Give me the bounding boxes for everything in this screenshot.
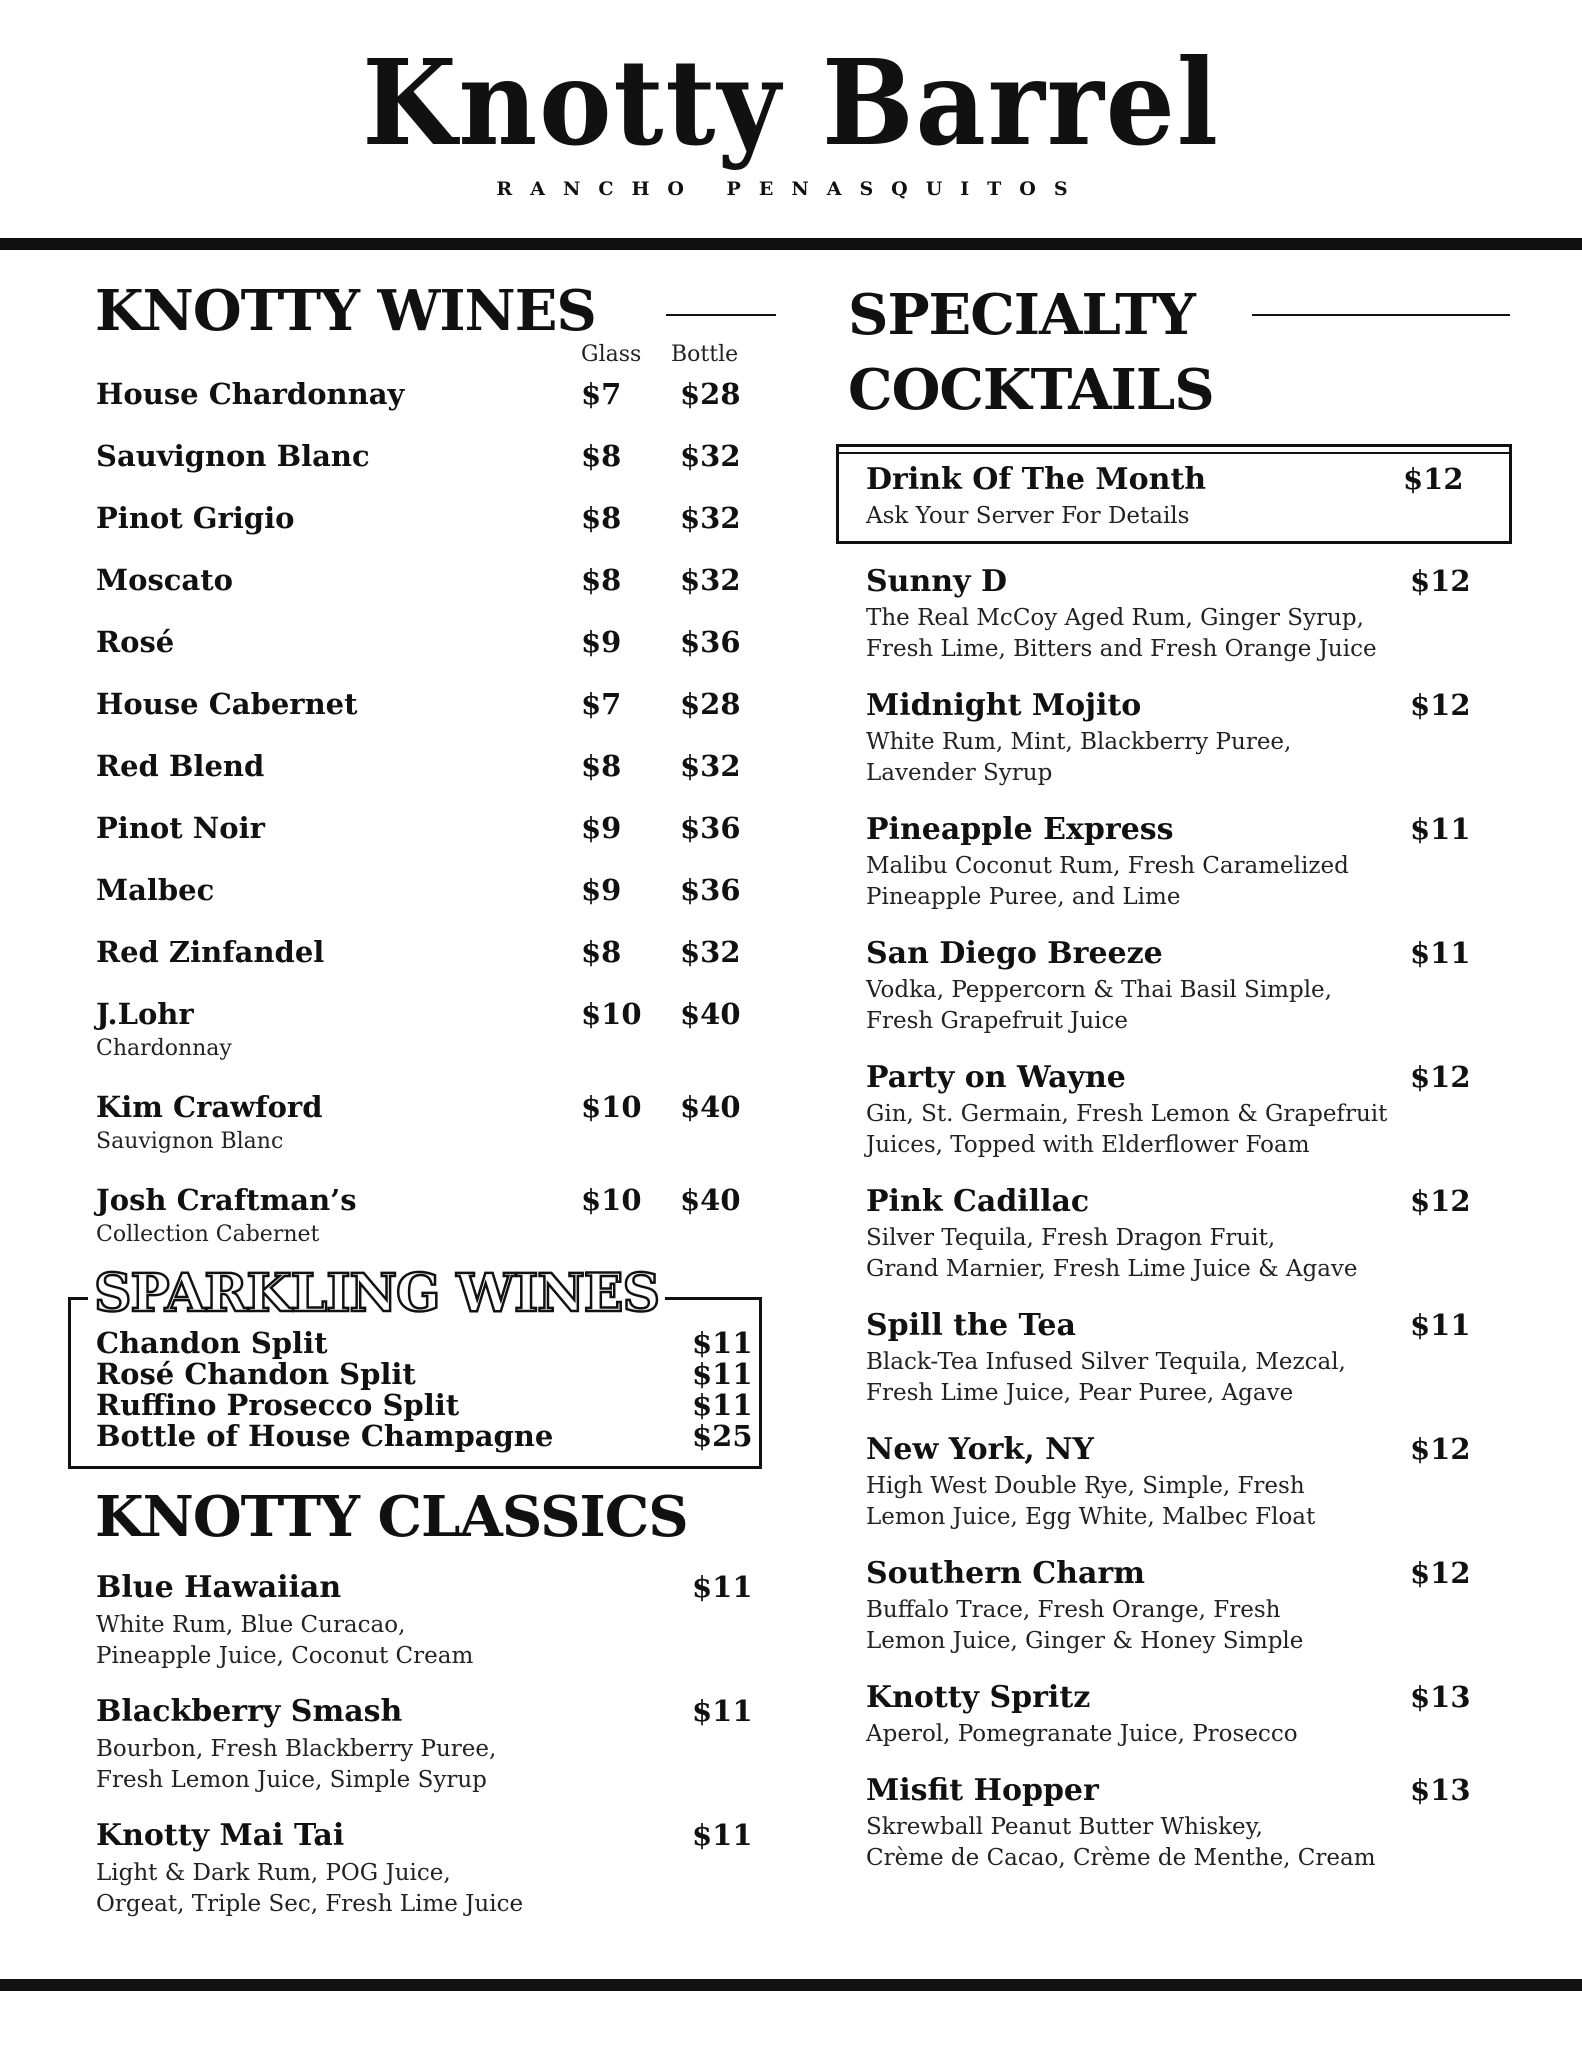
sparkling-wines-heading: SPARKLING WINES bbox=[88, 1262, 665, 1326]
sparkling-item-name: Bottle of House Champagne bbox=[96, 1419, 554, 1453]
cocktail-desc-line: Skrewball Peanut Butter Whiskey, bbox=[866, 1814, 1263, 1840]
wine-subtitle: Collection Cabernet bbox=[96, 1222, 320, 1247]
cocktail-price: $12 bbox=[1410, 688, 1471, 722]
classic-price: $11 bbox=[692, 1818, 753, 1852]
bottle-price: $32 bbox=[680, 749, 741, 783]
wine-name: House Chardonnay bbox=[96, 377, 405, 411]
cocktail-price: $11 bbox=[1410, 812, 1471, 846]
knotty-classics-heading: KNOTTY CLASSICS bbox=[95, 1484, 688, 1550]
cocktail-price: $12 bbox=[1410, 1184, 1471, 1218]
wine-name: Red Zinfandel bbox=[96, 935, 325, 969]
cocktail-desc-line: The Real McCoy Aged Rum, Ginger Syrup, bbox=[866, 605, 1364, 631]
classic-name: Blue Hawaiian bbox=[96, 1570, 342, 1605]
cocktail-price: $12 bbox=[1410, 1060, 1471, 1094]
wine-name: House Cabernet bbox=[96, 687, 358, 721]
classic-desc-line: White Rum, Blue Curacao, bbox=[96, 1612, 406, 1638]
cocktail-desc-line: High West Double Rye, Simple, Fresh bbox=[866, 1473, 1305, 1499]
cocktail-desc-line: Vodka, Peppercorn & Thai Basil Simple, bbox=[866, 977, 1332, 1003]
bottle-column-header: Bottle bbox=[671, 342, 739, 367]
drink-of-month-name: Drink Of The Month bbox=[866, 462, 1207, 497]
sparkling-item-price: $25 bbox=[692, 1419, 753, 1453]
wine-subtitle: Chardonnay bbox=[96, 1036, 232, 1061]
heading-rule bbox=[666, 314, 776, 316]
cocktail-desc-line: Fresh Grapefruit Juice bbox=[866, 1008, 1129, 1034]
bottle-price: $36 bbox=[680, 625, 741, 659]
cocktail-desc-line: Juices, Topped with Elderflower Foam bbox=[866, 1132, 1310, 1158]
bottle-price: $32 bbox=[680, 563, 741, 597]
glass-price: $10 bbox=[581, 1090, 642, 1124]
glass-price: $10 bbox=[581, 997, 642, 1031]
glass-price: $8 bbox=[581, 935, 622, 969]
classic-name: Knotty Mai Tai bbox=[96, 1818, 345, 1853]
glass-price: $8 bbox=[581, 563, 622, 597]
specialty-heading-line1: SPECIALTY bbox=[848, 282, 1195, 348]
cocktail-name: Sunny D bbox=[866, 564, 1007, 599]
drink-of-month-desc: Ask Your Server For Details bbox=[866, 503, 1190, 529]
bottle-price: $32 bbox=[680, 935, 741, 969]
cocktail-name: San Diego Breeze bbox=[866, 936, 1163, 971]
cocktail-desc-line: Fresh Lime Juice, Pear Puree, Agave bbox=[866, 1380, 1294, 1406]
cocktail-name: Pink Cadillac bbox=[866, 1184, 1090, 1219]
specialty-heading-line2: COCKTAILS bbox=[848, 357, 1214, 423]
cocktail-price: $12 bbox=[1410, 1432, 1471, 1466]
cocktail-price: $12 bbox=[1410, 1556, 1471, 1590]
wine-subtitle: Sauvignon Blanc bbox=[96, 1129, 284, 1154]
cocktail-desc-line: Lavender Syrup bbox=[866, 760, 1053, 786]
wine-name: Moscato bbox=[96, 563, 233, 597]
drink-of-month-price: $12 bbox=[1403, 462, 1464, 496]
cocktail-desc-line: White Rum, Mint, Blackberry Puree, bbox=[866, 729, 1292, 755]
cocktail-name: Southern Charm bbox=[866, 1556, 1145, 1591]
heading-rule bbox=[1252, 314, 1510, 316]
sparkling-item-price: $11 bbox=[692, 1388, 753, 1422]
cocktail-name: Midnight Mojito bbox=[866, 688, 1142, 723]
cocktail-desc-line: Pineapple Puree, and Lime bbox=[866, 884, 1181, 910]
cocktail-name: Spill the Tea bbox=[866, 1308, 1076, 1343]
cocktail-desc-line: Crème de Cacao, Crème de Menthe, Cream bbox=[866, 1845, 1376, 1871]
cocktail-price: $11 bbox=[1410, 1308, 1471, 1342]
sparkling-item-name: Rosé Chandon Split bbox=[96, 1357, 416, 1391]
wine-name: Pinot Noir bbox=[96, 811, 265, 845]
bottle-price: $36 bbox=[680, 873, 741, 907]
cocktail-desc-line: Lemon Juice, Ginger & Honey Simple bbox=[866, 1628, 1304, 1654]
cocktail-desc-line: Lemon Juice, Egg White, Malbec Float bbox=[866, 1504, 1316, 1530]
wine-name: Malbec bbox=[96, 873, 215, 907]
cocktail-name: Party on Wayne bbox=[866, 1060, 1126, 1095]
glass-price: $7 bbox=[581, 687, 622, 721]
wine-name: Rosé bbox=[96, 625, 175, 659]
cocktail-price: $12 bbox=[1410, 564, 1471, 598]
glass-price: $9 bbox=[581, 873, 622, 907]
sparkling-item-price: $11 bbox=[692, 1326, 753, 1360]
classic-price: $11 bbox=[692, 1694, 753, 1728]
drink-of-month-inner-rule bbox=[836, 452, 1512, 454]
cocktail-desc-line: Black-Tea Infused Silver Tequila, Mezcal, bbox=[866, 1349, 1346, 1375]
cocktail-desc-line: Fresh Lime, Bitters and Fresh Orange Juice bbox=[866, 636, 1377, 662]
cocktail-name: Knotty Spritz bbox=[866, 1680, 1091, 1715]
wine-name: Kim Crawford bbox=[96, 1090, 323, 1124]
bottle-price: $28 bbox=[680, 687, 741, 721]
glass-price: $8 bbox=[581, 439, 622, 473]
wine-name: J.Lohr bbox=[96, 997, 194, 1031]
classic-desc-line: Orgeat, Triple Sec, Fresh Lime Juice bbox=[96, 1891, 524, 1917]
sparkling-item-name: Ruffino Prosecco Split bbox=[96, 1388, 460, 1422]
cocktail-desc-line: Malibu Coconut Rum, Fresh Caramelized bbox=[866, 853, 1349, 879]
bottom-divider bbox=[0, 1979, 1582, 1991]
wine-name: Sauvignon Blanc bbox=[96, 439, 370, 473]
cocktail-name: Pineapple Express bbox=[866, 812, 1174, 847]
classic-price: $11 bbox=[692, 1570, 753, 1604]
bottle-price: $40 bbox=[680, 997, 741, 1031]
classic-name: Blackberry Smash bbox=[96, 1694, 403, 1729]
glass-price: $8 bbox=[581, 501, 622, 535]
bottle-price: $28 bbox=[680, 377, 741, 411]
cocktail-name: New York, NY bbox=[866, 1432, 1094, 1467]
glass-price: $7 bbox=[581, 377, 622, 411]
cocktail-desc-line: Aperol, Pomegranate Juice, Prosecco bbox=[866, 1721, 1298, 1747]
cocktail-desc-line: Silver Tequila, Fresh Dragon Fruit, bbox=[866, 1225, 1276, 1251]
sparkling-item-price: $11 bbox=[692, 1357, 753, 1391]
cocktail-desc-line: Gin, St. Germain, Fresh Lemon & Grapefruit bbox=[866, 1101, 1388, 1127]
bottle-price: $32 bbox=[680, 501, 741, 535]
cocktail-desc-line: Buffalo Trace, Fresh Orange, Fresh bbox=[866, 1597, 1281, 1623]
location-subtitle: RANCHO PENASQUITOS bbox=[496, 178, 1086, 200]
wine-name: Pinot Grigio bbox=[96, 501, 295, 535]
logo: Knotty Barrel bbox=[362, 33, 1220, 172]
classic-desc-line: Fresh Lemon Juice, Simple Syrup bbox=[96, 1767, 487, 1793]
glass-price: $9 bbox=[581, 625, 622, 659]
bottle-price: $40 bbox=[680, 1090, 741, 1124]
top-divider bbox=[0, 238, 1582, 250]
classic-desc-line: Light & Dark Rum, POG Juice, bbox=[96, 1860, 451, 1886]
bottle-price: $32 bbox=[680, 439, 741, 473]
classic-desc-line: Pineapple Juice, Coconut Cream bbox=[96, 1643, 474, 1669]
glass-price: $9 bbox=[581, 811, 622, 845]
cocktail-name: Misfit Hopper bbox=[866, 1773, 1099, 1808]
classic-desc-line: Bourbon, Fresh Blackberry Puree, bbox=[96, 1736, 497, 1762]
glass-price: $10 bbox=[581, 1183, 642, 1217]
wine-name: Red Blend bbox=[96, 749, 265, 783]
cocktail-desc-line: Grand Marnier, Fresh Lime Juice & Agave bbox=[866, 1256, 1358, 1282]
sparkling-item-name: Chandon Split bbox=[96, 1326, 328, 1360]
bottle-price: $40 bbox=[680, 1183, 741, 1217]
cocktail-price: $13 bbox=[1410, 1773, 1471, 1807]
bottle-price: $36 bbox=[680, 811, 741, 845]
wine-name: Josh Craftman’s bbox=[96, 1183, 357, 1217]
knotty-wines-heading: KNOTTY WINES bbox=[95, 278, 596, 344]
glass-price: $8 bbox=[581, 749, 622, 783]
cocktail-price: $13 bbox=[1410, 1680, 1471, 1714]
glass-column-header: Glass bbox=[581, 342, 642, 367]
cocktail-price: $11 bbox=[1410, 936, 1471, 970]
